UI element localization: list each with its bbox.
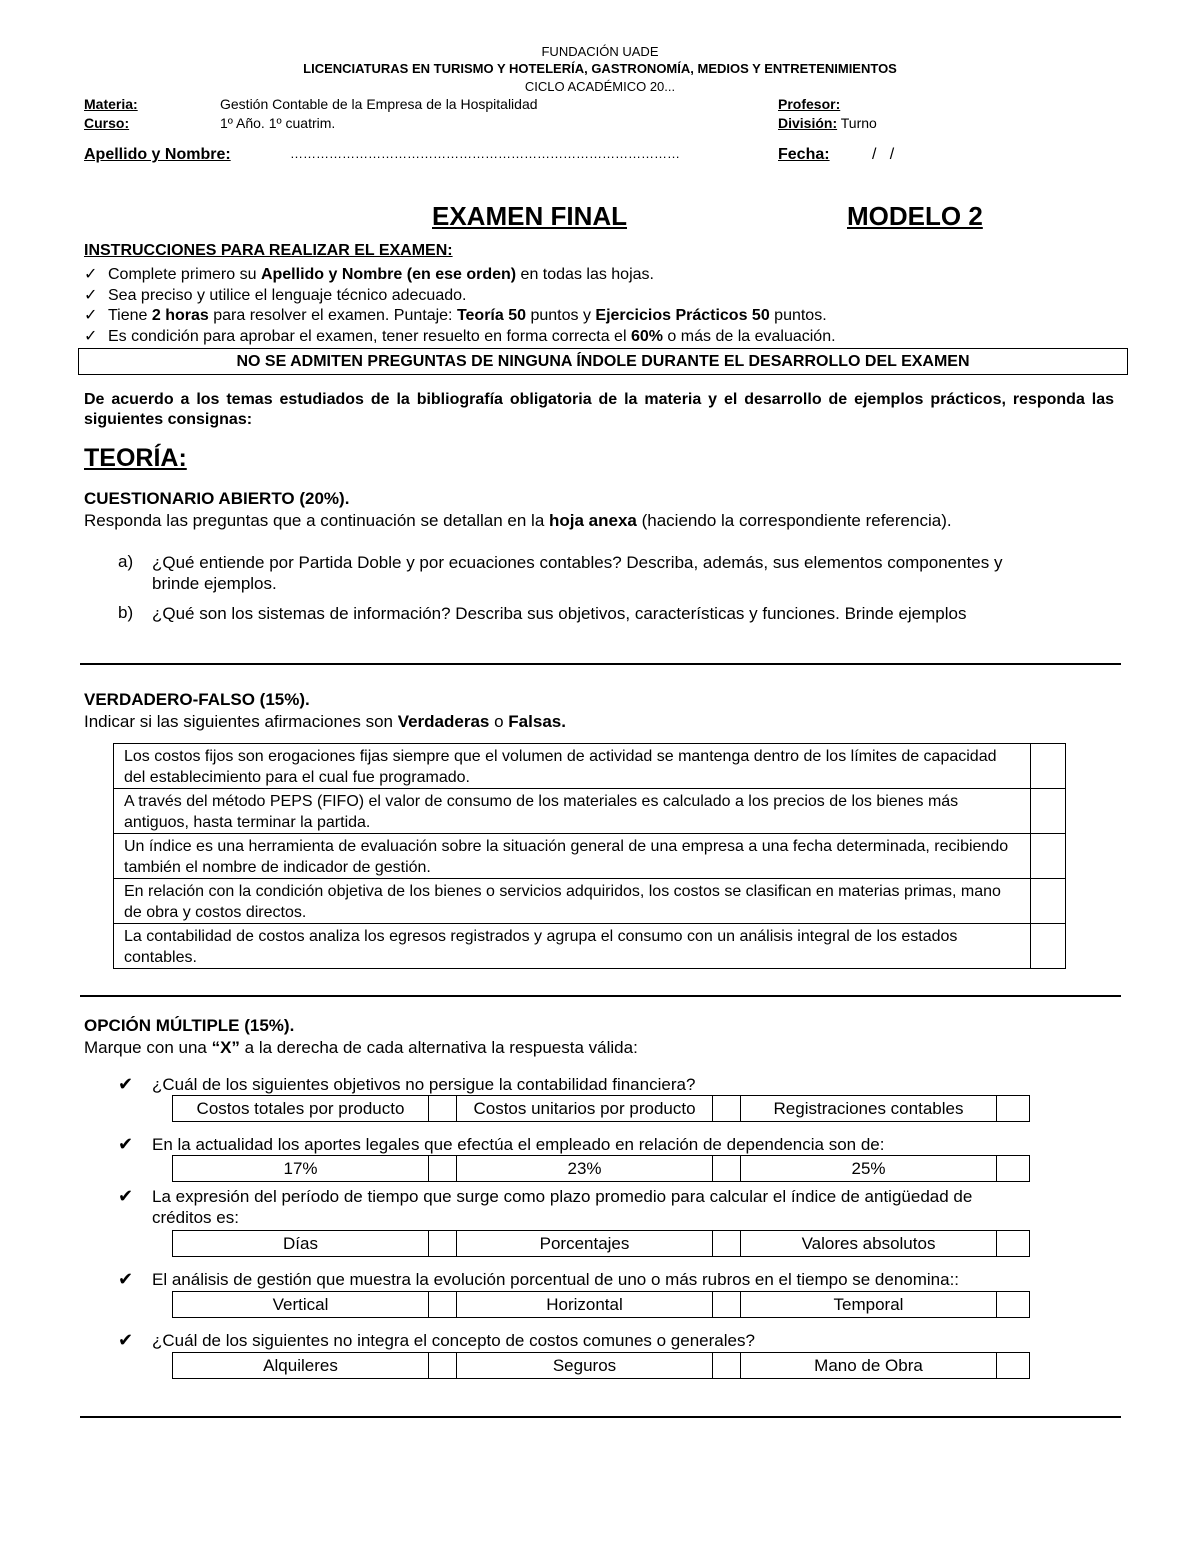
mc-question: ✔ El análisis de gestión que muestra la evolución porcentual de uno o más rubros en el tiempo se denomina:: bbox=[118, 1269, 960, 1289]
statement-text: Los costos fijos son erogaciones fijas siempre que el volumen de actividad se mantenga dentro de los límites de capacidad del establecimiento para el cual fue programado. bbox=[114, 744, 1031, 789]
answer-box[interactable] bbox=[1031, 744, 1066, 789]
mc-option-label: 17% bbox=[173, 1156, 429, 1181]
table-row bbox=[114, 879, 1066, 924]
checkmark-icon: ✔ bbox=[118, 1330, 134, 1350]
mc-options-row bbox=[172, 1291, 1030, 1318]
materia-label: Materia: bbox=[84, 96, 138, 112]
instruction-item: ✓ Tiene 2 horas para resolver el examen. Puntaje: Teoría 50 puntos y Ejercicios Prácticos 50 puntos. bbox=[84, 307, 827, 324]
mc-option-label: 23% bbox=[457, 1156, 713, 1181]
table-row bbox=[114, 789, 1066, 834]
institution-name: FUNDACIÓN UADE bbox=[541, 44, 659, 59]
mc-answer-box[interactable] bbox=[713, 1353, 741, 1378]
division-value: Turno bbox=[840, 115, 877, 131]
statement-text: Un índice es una herramienta de evaluación sobre la situación general de una empresa a una fecha determinada, recibiendo también el nombre de indicador de gestión. bbox=[114, 834, 1031, 879]
open-question-a: ¿Qué entiende por Partida Doble y por ecuaciones contables? Describa, además, sus elementos componentes y brinde ejemplos. bbox=[152, 553, 1003, 593]
mc-option-label: 25% bbox=[741, 1156, 997, 1181]
check-icon: ✓ bbox=[84, 328, 98, 345]
mc-option-label: Costos totales por producto bbox=[173, 1096, 429, 1121]
mc-option-label: Porcentajes bbox=[457, 1231, 713, 1256]
mc-answer-box[interactable] bbox=[713, 1231, 741, 1256]
theory-heading: TEORÍA: bbox=[84, 444, 187, 472]
question-letter-b: b) bbox=[118, 603, 134, 622]
mc-answer-box[interactable] bbox=[997, 1292, 1024, 1317]
instruction-item: ✓ Es condición para aprobar el examen, tener resuelto en forma correcta el 60% o más de la evaluación. bbox=[84, 328, 836, 345]
curso-label: Curso: bbox=[84, 115, 130, 131]
fecha-label: Fecha: bbox=[778, 146, 830, 163]
mc-option-label: Días bbox=[173, 1231, 429, 1256]
instruction-item: ✓ Sea preciso y utilice el lenguaje técnico adecuado. bbox=[84, 287, 467, 304]
question-letter-a: a) bbox=[118, 552, 134, 571]
mc-answer-box[interactable] bbox=[713, 1096, 741, 1121]
mc-answer-box[interactable] bbox=[429, 1353, 457, 1378]
apellido-dotted-line[interactable]: ……………………………………………………………………………… bbox=[290, 146, 680, 161]
check-icon: ✓ bbox=[84, 287, 98, 304]
mc-option-label: Costos unitarios por producto bbox=[457, 1096, 713, 1121]
programs-line: LICENCIATURAS EN TURISMO Y HOTELERÍA, GASTRONOMÍA, MEDIOS Y ENTRETENIMIENTOS bbox=[303, 61, 897, 76]
mc-answer-box[interactable] bbox=[713, 1292, 741, 1317]
apellido-label: Apellido y Nombre: bbox=[84, 146, 231, 163]
mc-option-label: Temporal bbox=[741, 1292, 997, 1317]
mc-option-label: Horizontal bbox=[457, 1292, 713, 1317]
mc-answer-box[interactable] bbox=[429, 1231, 457, 1256]
mc-question: ✔ ¿Cuál de los siguientes objetivos no persigue la contabilidad financiera? bbox=[118, 1074, 696, 1094]
division-field bbox=[778, 115, 877, 131]
mc-answer-box[interactable] bbox=[713, 1156, 741, 1181]
mc-answer-box[interactable] bbox=[997, 1096, 1024, 1121]
statement-text: La contabilidad de costos analiza los egresos registrados y agrupa el consumo con un análisis integral de los estados contables. bbox=[114, 924, 1031, 969]
intro-paragraph: De acuerdo a los temas estudiados de la bibliografía obligatoria de la materia y el desarrollo de ejemplos prácticos, responda las siguientes consignas: bbox=[84, 391, 1114, 428]
check-icon: ✓ bbox=[84, 266, 98, 283]
mc-answer-box[interactable] bbox=[997, 1156, 1024, 1181]
profesor-label: Profesor: bbox=[778, 96, 841, 112]
answer-box[interactable] bbox=[1031, 834, 1066, 879]
division-label: División: bbox=[778, 115, 838, 131]
checkmark-icon: ✔ bbox=[118, 1134, 134, 1154]
model-title: MODELO 2 bbox=[847, 201, 983, 231]
mc-answer-box[interactable] bbox=[429, 1156, 457, 1181]
instruction-item: ✓ Complete primero su Apellido y Nombre (en ese orden) en todas las hojas. bbox=[84, 266, 654, 283]
statement-text: A través del método PEPS (FIFO) el valor de consumo de los materiales es calculado a los precios de los bienes más antiguos, hasta terminar la partida. bbox=[114, 789, 1031, 834]
mc-option-label: Alquileres bbox=[173, 1353, 429, 1378]
mc-options-row bbox=[172, 1352, 1030, 1379]
table-row bbox=[114, 744, 1066, 789]
mc-question-continuation: créditos es: bbox=[152, 1208, 239, 1227]
checkmark-icon: ✔ bbox=[118, 1186, 134, 1206]
mc-question: ✔ ¿Cuál de los siguientes no integra el concepto de costos comunes o generales? bbox=[118, 1330, 755, 1350]
mc-answer-box[interactable] bbox=[429, 1096, 457, 1121]
answer-box[interactable] bbox=[1031, 924, 1066, 969]
mc-answer-box[interactable] bbox=[997, 1353, 1024, 1378]
mc-answer-box[interactable] bbox=[429, 1292, 457, 1317]
section-divider bbox=[80, 663, 1121, 665]
section-divider bbox=[80, 995, 1121, 997]
open-questions-title: CUESTIONARIO ABIERTO (20%). bbox=[84, 489, 350, 508]
mc-option-label: Registraciones contables bbox=[741, 1096, 997, 1121]
mc-answer-box[interactable] bbox=[997, 1231, 1024, 1256]
no-questions-notice: NO SE ADMITEN PREGUNTAS DE NINGUNA ÍNDOLE DURANTE EL DESARROLLO DEL EXAMEN bbox=[78, 348, 1128, 375]
mc-option-label: Vertical bbox=[173, 1292, 429, 1317]
answer-box[interactable] bbox=[1031, 789, 1066, 834]
mc-option-label: Mano de Obra bbox=[741, 1353, 997, 1378]
mc-options-row bbox=[172, 1230, 1030, 1257]
checkmark-icon: ✔ bbox=[118, 1269, 134, 1289]
answer-box[interactable] bbox=[1031, 879, 1066, 924]
academic-cycle: CICLO ACADÉMICO 20... bbox=[524, 79, 676, 94]
mc-question: ✔ La expresión del período de tiempo que surge como plazo promedio para calcular el índice de antigüedad de bbox=[118, 1186, 973, 1206]
table-row bbox=[114, 924, 1066, 969]
table-row bbox=[114, 834, 1066, 879]
mc-option-label: Valores absolutos bbox=[741, 1231, 997, 1256]
mc-options-row bbox=[172, 1155, 1030, 1182]
true-false-instructions: Indicar si las siguientes afirmaciones son Verdaderas o Falsas. bbox=[84, 712, 566, 731]
true-false-table bbox=[113, 743, 1066, 969]
open-question-b: ¿Qué son los sistemas de información? Describa sus objetivos, características y funciones. Brinde ejemplos bbox=[152, 604, 967, 623]
fecha-value[interactable]: / / bbox=[872, 146, 895, 163]
mc-question: ✔ En la actualidad los aportes legales que efectúa el empleado en relación de dependencia son de: bbox=[118, 1134, 885, 1154]
mc-options-row bbox=[172, 1095, 1030, 1122]
checkmark-icon: ✔ bbox=[118, 1074, 134, 1094]
multiple-choice-title: OPCIÓN MÚLTIPLE (15%). bbox=[84, 1016, 295, 1035]
open-questions-instructions: Responda las preguntas que a continuación se detallan en la hoja anexa (haciendo la correspondiente referencia). bbox=[84, 511, 952, 530]
true-false-title: VERDADERO-FALSO (15%). bbox=[84, 690, 310, 709]
materia-value: Gestión Contable de la Empresa de la Hospitalidad bbox=[220, 96, 538, 112]
multiple-choice-instructions: Marque con una “X” a la derecha de cada alternativa la respuesta válida: bbox=[84, 1038, 638, 1057]
exam-title: EXAMEN FINAL bbox=[432, 201, 627, 231]
curso-value: 1º Año. 1º cuatrim. bbox=[220, 115, 336, 131]
instructions-heading: INSTRUCCIONES PARA REALIZAR EL EXAMEN: bbox=[84, 242, 453, 259]
mc-option-label: Seguros bbox=[457, 1353, 713, 1378]
check-icon: ✓ bbox=[84, 307, 98, 324]
section-divider bbox=[80, 1416, 1121, 1418]
statement-text: En relación con la condición objetiva de los bienes o servicios adquiridos, los costos se clasifican en materias primas, mano de obra y costos directos. bbox=[114, 879, 1031, 924]
